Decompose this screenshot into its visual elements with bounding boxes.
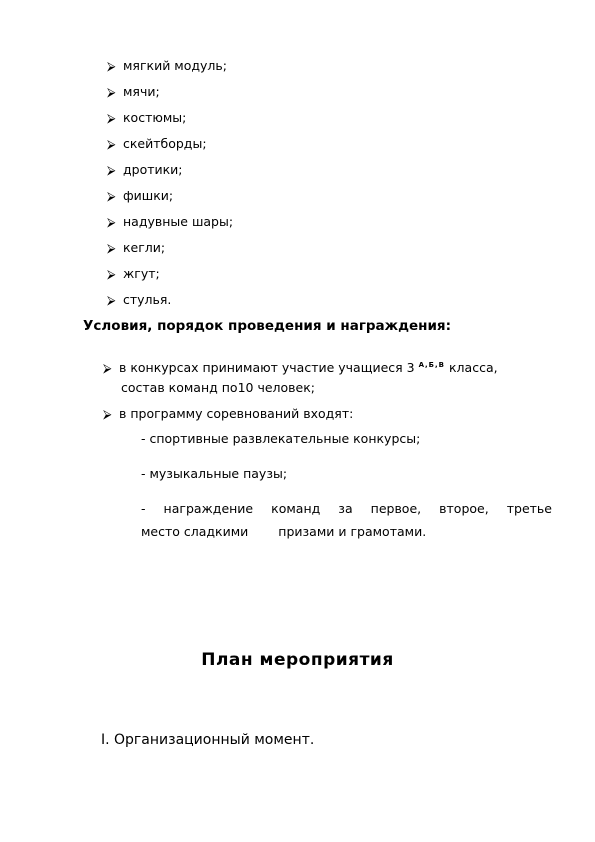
list-item xyxy=(107,160,233,186)
list-item-text: дротики; xyxy=(123,162,183,177)
conditions-item-program xyxy=(103,403,353,425)
awards-word: за xyxy=(338,501,353,516)
program-subitem-music-pauses: - музыкальные паузы; xyxy=(141,466,288,481)
list-item xyxy=(107,108,233,134)
equipment-list xyxy=(107,56,233,316)
list-item xyxy=(107,290,233,316)
class-letters-superscript: А,Б,В xyxy=(418,361,446,369)
arrowhead-bullet-icon: ⮚ xyxy=(107,293,116,307)
plan-title: План мероприятия xyxy=(201,650,394,670)
awards-continued-text-a: место сладкими xyxy=(141,524,249,539)
awards-word: второе, xyxy=(439,501,489,516)
arrowhead-bullet-icon: ⮚ xyxy=(107,163,116,177)
arrowhead-bullet-icon: ⮚ xyxy=(107,85,116,99)
arrowhead-bullet-icon: ⮚ xyxy=(103,361,112,375)
conditions-item-participants xyxy=(103,354,498,379)
list-item-text: кегли; xyxy=(123,240,166,255)
program-subitem-awards-continued xyxy=(141,524,426,539)
list-item xyxy=(107,264,233,290)
program-subitem-contests: - спортивные развлекательные конкурсы; xyxy=(141,431,421,446)
awards-word: третье xyxy=(506,501,552,516)
list-item-text: мячи; xyxy=(123,84,160,99)
arrowhead-bullet-icon: ⮚ xyxy=(107,215,116,229)
list-item-text: стулья. xyxy=(123,292,172,307)
list-item-text: мягкий модуль; xyxy=(123,58,227,73)
list-item xyxy=(107,238,233,264)
list-item-text: жгут; xyxy=(123,266,160,281)
participants-text: в конкурсах принимают участие учащиеся 3 xyxy=(119,360,415,375)
arrowhead-bullet-icon: ⮚ xyxy=(107,111,116,125)
arrowhead-bullet-icon: ⮚ xyxy=(107,241,116,255)
list-item-text: надувные шары; xyxy=(123,214,234,229)
arrowhead-bullet-icon: ⮚ xyxy=(107,189,116,203)
awards-word: первое, xyxy=(370,501,422,516)
list-item-text: костюмы; xyxy=(123,110,187,125)
list-item-text: скейтборды; xyxy=(123,136,207,151)
program-text: в программу соревнований входят: xyxy=(119,406,354,421)
awards-word: награждение xyxy=(163,501,254,516)
plan-item-organizational-moment: I. Организационный момент. xyxy=(101,732,315,748)
arrowhead-bullet-icon: ⮚ xyxy=(107,267,116,281)
arrowhead-bullet-icon: ⮚ xyxy=(107,59,116,73)
list-item xyxy=(107,134,233,160)
awards-word: команд xyxy=(271,501,321,516)
arrowhead-bullet-icon: ⮚ xyxy=(103,407,112,421)
program-subitem-awards xyxy=(141,501,552,516)
list-item xyxy=(107,212,233,238)
conditions-item-participants-continued: состав команд по10 человек; xyxy=(121,380,315,395)
list-item xyxy=(107,82,233,108)
list-item-text: фишки; xyxy=(123,188,174,203)
awards-continued-text-b: призами и грамотами. xyxy=(278,524,427,539)
arrowhead-bullet-icon: ⮚ xyxy=(107,137,116,151)
awards-word: - xyxy=(141,501,146,516)
list-item xyxy=(107,186,233,212)
conditions-heading: Условия, порядок проведения и награждения: xyxy=(83,318,451,334)
list-item xyxy=(107,56,233,82)
participants-text-end: класса, xyxy=(445,360,498,375)
